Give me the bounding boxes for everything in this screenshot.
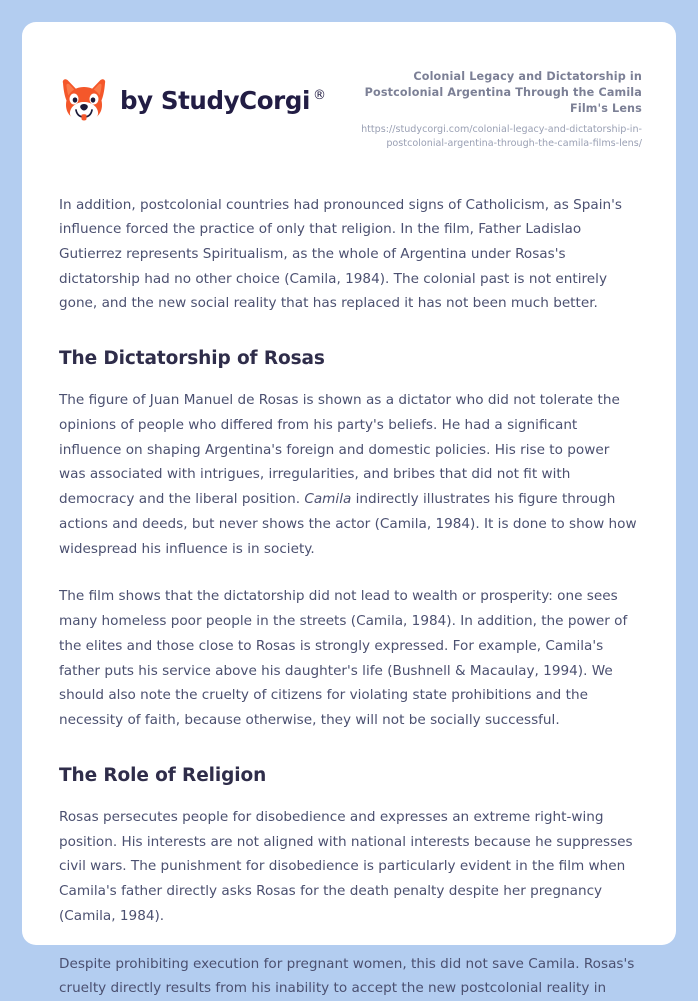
paragraph-text-before-italic: The figure of Juan Manuel de Rosas is shown as a dictator who did not tolerate the opinions of people who differed from his party's beliefs. He had a significant influence on shaping Argentina's foreign and domestic policies. His rise to power was associated with intrigues, irregularities, and bribes that did not fit with democracy and the liberal position.	[59, 392, 620, 508]
studycorgi-brand	[59, 75, 326, 125]
brand-wordmark	[120, 86, 326, 115]
paragraph-catholicism: In addition, postcolonial countries had pronounced signs of Catholicism, as Spain's influence forced the practice of only that religion. In the film, Father Ladislao Gutierrez represents Spiritualism, as the whole of Argentina under Rosas's dictatorship had no other choice (Camila, 1984). The colonial past is not entirely gone, and the new social reality that has replaced it has not been much better.	[59, 196, 622, 312]
header-body-spacer	[22, 151, 676, 193]
paragraph-execution-clipped: Despite prohibiting execution for pregnant women, this did not save Camila. Rosas's cruelty directly results from his inability to accept the new postcolonial reality in	[59, 955, 635, 997]
paragraph-text-after-italic: indirectly illustrates his figure through actions and deeds, but never shows the actor (Camila, 1984). It is done to show how widespread his influence is in society.	[59, 491, 637, 557]
section-heading-role-of-religion: The Role of Religion	[59, 764, 267, 786]
source-url: https://studycorgi.com/colonial-legacy-and-dictatorship-in-postcolonial-argentina-through-the-camila-films-lens/	[361, 123, 642, 149]
page-title: Colonial Legacy and Dictatorship in Postcolonial Argentina Through the Camila Film's Lens	[364, 70, 642, 115]
document-body	[22, 193, 676, 1001]
document-page-card	[22, 22, 676, 997]
document-meta	[342, 67, 642, 151]
brand-prefix: by	[120, 85, 161, 115]
section-heading-dictatorship-of-rosas: The Dictatorship of Rosas	[59, 348, 325, 370]
paragraph-dictatorship-poverty: The film shows that the dictatorship did not lead to wealth or prosperity: one sees many homeless poor people in the streets (Camila, 1984). In addition, the power of the elites and those close to Rosas is strongly expressed. For example, Camila's father puts his service above his daughter's life (Bushnell & Macaulay, 1994). We should also note the cruelty of citizens for violating state prohibitions and the necessity of faith, because otherwise, they will not be socially successful.	[59, 588, 628, 729]
film-title-camila: Camila	[304, 491, 352, 508]
brand-name: StudyCorgi	[160, 85, 310, 115]
paragraph-persecution: Rosas persecutes people for disobedience and expresses an extreme right-wing position. His interests are not aligned with national interests because he suppresses civil wars. The punishment for disobedience is particularly evident in the film when Camila's father directly asks Rosas for the death penalty despite her pregnancy (Camila, 1984).	[59, 808, 633, 924]
paragraph-figure-of-rosas	[59, 388, 639, 561]
registered-trademark-icon: ®	[312, 88, 326, 104]
corgi-head-icon	[59, 75, 109, 125]
document-header	[22, 22, 676, 151]
